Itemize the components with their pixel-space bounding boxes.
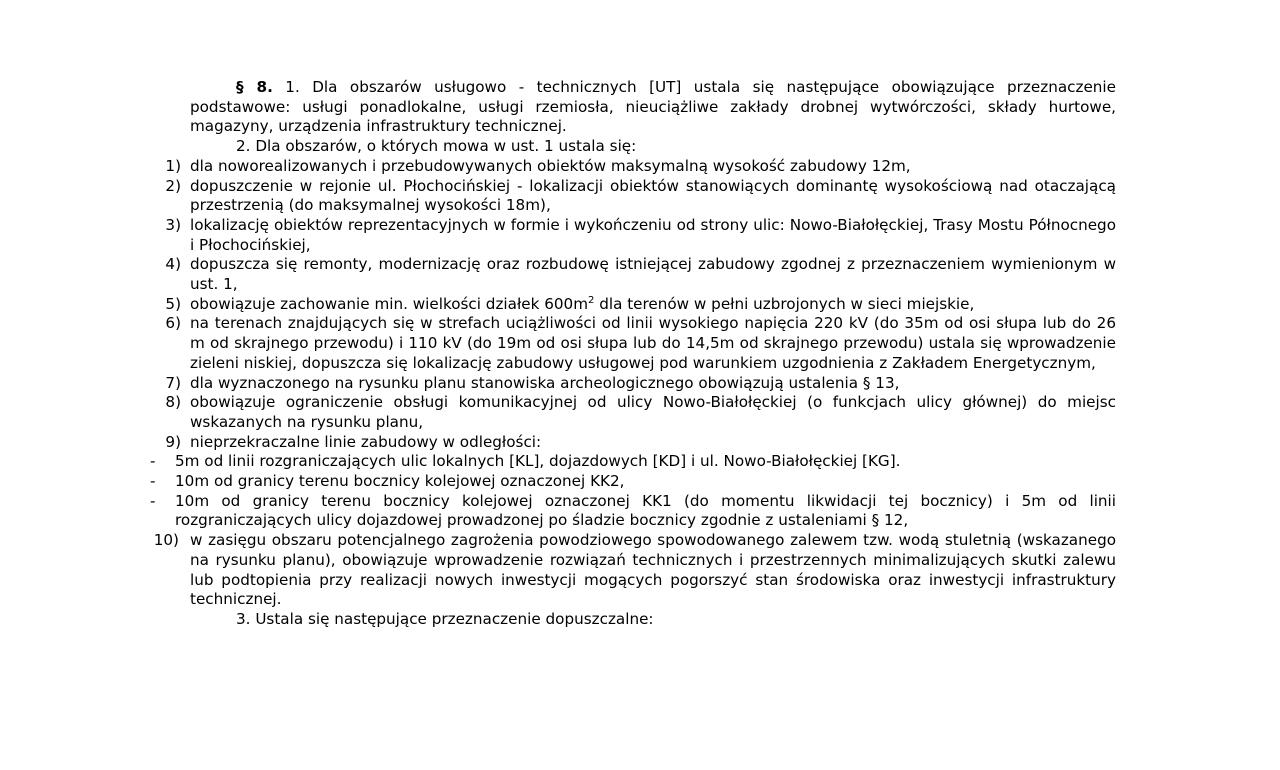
list-marker: 7) <box>165 373 181 392</box>
list-marker: 10) <box>153 531 179 550</box>
paragraph-1-text: 1. Dla obszarów usługowo - technicznych [UT] ustala się następujące obowiązujące przeznaczenie podstawowe: usługi ponadlokalne, usługi rzemiosła, nieuciążliwe zakłady drobnej wytwórczości, składy hurtowe, magazyny, urządzenia infrastruktury technicznej. <box>190 78 1116 136</box>
list-item-text: nieprzekraczalne linie zabudowy w odległości: <box>190 432 542 451</box>
list-item <box>150 157 1116 177</box>
list-item <box>150 452 1116 472</box>
list-marker: 4) <box>165 255 181 274</box>
list-marker: 2) <box>165 176 181 195</box>
list-marker-dash: - <box>150 452 156 471</box>
list-item-text-after-superscript: dla terenów w pełni uzbrojonych w sieci miejskie, <box>594 294 975 313</box>
paragraph-3-text: 3. Ustala się następujące przeznaczenie dopuszczalne: <box>236 609 654 628</box>
paragraph-item-2 <box>150 137 1116 157</box>
list-item-text: obowiązuje ograniczenie obsługi komunikacyjnej od ulicy Nowo-Białołęckiej (o funkcjach ulicy głównej) do miejsc wskazanych na rysunku planu, <box>190 393 1116 431</box>
list-item <box>150 314 1116 373</box>
document-body <box>150 78 1116 630</box>
list-item-text-before-superscript: obowiązuje zachowanie min. wielkości działek 600m <box>190 294 589 313</box>
list-item-text: 10m od granicy terenu bocznicy kolejowej oznaczonej KK1 (do momentu likwidacji tej bocznicy) i 5m od linii rozgraniczających ulicy dojazdowej prowadzonej po śladzie bocznicy zgodnie z ustaleniami § 12, <box>175 491 1116 530</box>
list-item <box>150 393 1116 432</box>
list-item-text: dopuszczenie w rejonie ul. Płochocińskiej - lokalizacji obiektów stanowiących dominantę wysokościową nad otaczającą przestrzenią (do maksymalnej wysokości 18m), <box>190 176 1116 215</box>
list-marker-dash: - <box>150 491 156 510</box>
list-item-text: dopuszcza się remonty, modernizację oraz rozbudowę istniejącej zabudowy zgodnej z przeznaczeniem wymienionym w ust. 1, <box>190 255 1116 294</box>
list-marker: 6) <box>165 314 181 333</box>
paragraph-2-text: 2. Dla obszarów, o których mowa w ust. 1 ustala się: <box>236 137 637 156</box>
list-item-text: 10m od granicy terenu bocznicy kolejowej oznaczonej KK2, <box>175 472 625 491</box>
list-item <box>150 492 1116 531</box>
list-item-text: dla wyznaczonego na rysunku planu stanowiska archeologicznego obowiązują ustalenia § 13, <box>190 373 900 392</box>
list-marker-dash: - <box>150 472 156 491</box>
list-item <box>150 255 1116 294</box>
list-item <box>150 531 1116 610</box>
list-item-text: dla noworealizowanych i przebudowywanych obiektów maksymalną wysokość zabudowy 12m, <box>190 156 911 175</box>
superscript-square-meters: 2 <box>588 294 595 306</box>
list-marker: 9) <box>165 432 181 451</box>
list-item <box>150 433 1116 453</box>
list-item-text: na terenach znajdujących się w strefach uciążliwości od linii wysokiego napięcia 220 kV (do 35m od osi słupa lub do 26 m od skrajnego przewodu) i 110 kV (do 19m od osi słupa lub do 14,5m od skrajnego przewodu) ustala się wprowadzenie zieleni niskiej, dopuszcza się lokalizację zabudowy usługowej pod warunkiem uzgodnienia z Zakładem Energetycznym, <box>190 314 1116 372</box>
list-marker: 1) <box>165 156 181 175</box>
list-item <box>150 177 1116 216</box>
list-marker: 5) <box>165 294 181 313</box>
list-marker: 8) <box>165 393 181 412</box>
list-item-text: lokalizację obiektów reprezentacyjnych w formie i wykończeniu od strony ulic: Nowo-Białołęckiej, Trasy Mostu Północnego i Płochocińskiej, <box>190 215 1116 254</box>
section-marker: § 8. <box>236 78 273 96</box>
list-item <box>150 216 1116 255</box>
list-item-text: w zasięgu obszaru potencjalnego zagrożenia powodziowego spowodowanego zalewem tzw. wodą stuletnią (wskazanego na rysunku planu), obowiązuje wprowadzenie rozwiązań technicznych i przestrzennych minimalizujących skutki zalewu lub podtopienia przy realizacji nowych inwestycji mogących pogorszyć stan środowiska oraz inwestycji infrastruktury technicznej. <box>190 531 1116 609</box>
paragraph-item-3 <box>150 610 1116 630</box>
paragraph-section-8-item-1 <box>150 78 1116 137</box>
list-item-text: 5m od linii rozgraniczających ulic lokalnych [KL], dojazdowych [KD] i ul. Nowo-Białołęckiej [KG]. <box>175 452 901 471</box>
list-item <box>150 295 1116 315</box>
list-item <box>150 374 1116 394</box>
list-item <box>150 472 1116 492</box>
list-marker: 3) <box>165 215 181 234</box>
